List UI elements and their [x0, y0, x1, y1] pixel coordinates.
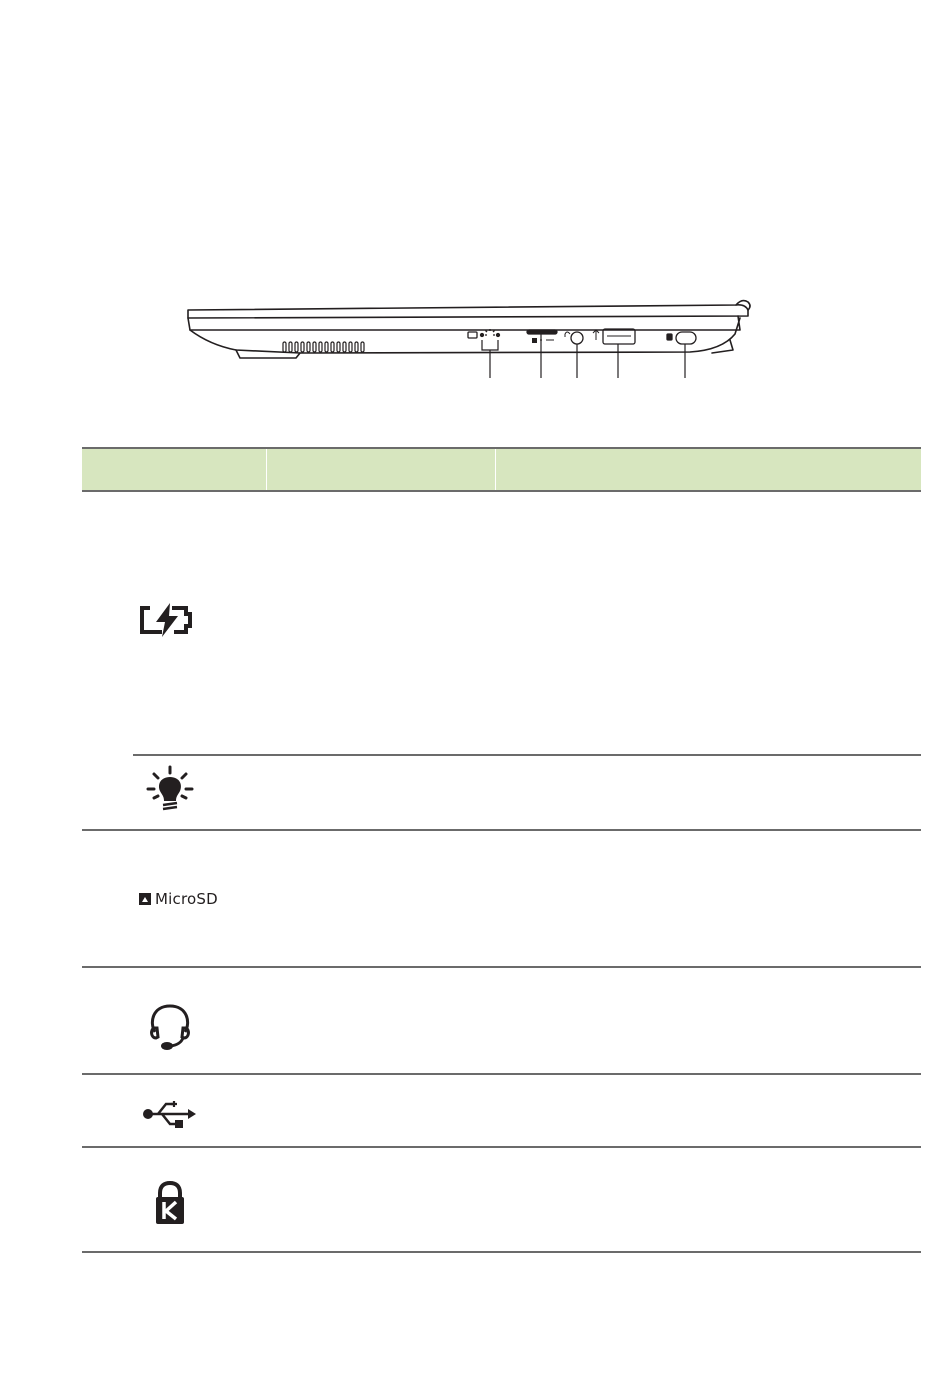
vent-grille	[283, 342, 364, 352]
row-divider	[82, 966, 921, 968]
microsd-icon	[138, 892, 152, 906]
row-divider	[82, 1251, 921, 1253]
kensington-lock-icon	[150, 1180, 190, 1226]
row-divider	[82, 1073, 921, 1075]
table-row	[140, 998, 200, 1054]
battery-led	[468, 332, 477, 338]
headset-icon	[145, 998, 195, 1054]
laptop-right-side-diagram	[0, 0, 950, 420]
row-divider	[133, 754, 921, 756]
microsd-slot	[527, 330, 557, 334]
table-row	[145, 1180, 195, 1226]
microsd-text: MicroSD	[155, 890, 218, 908]
table-row	[140, 1098, 200, 1130]
battery-charging-icon	[138, 600, 198, 640]
row-divider	[82, 829, 921, 831]
kensington-slot	[676, 332, 696, 344]
power-led	[497, 334, 500, 337]
row-divider	[82, 1146, 921, 1148]
usb-icon	[142, 1098, 198, 1130]
lightbulb-icon	[145, 765, 195, 815]
table-row	[140, 765, 200, 815]
table-header	[82, 447, 921, 492]
audio-jack	[571, 332, 583, 344]
table-row	[138, 886, 238, 912]
table-row	[133, 596, 203, 644]
